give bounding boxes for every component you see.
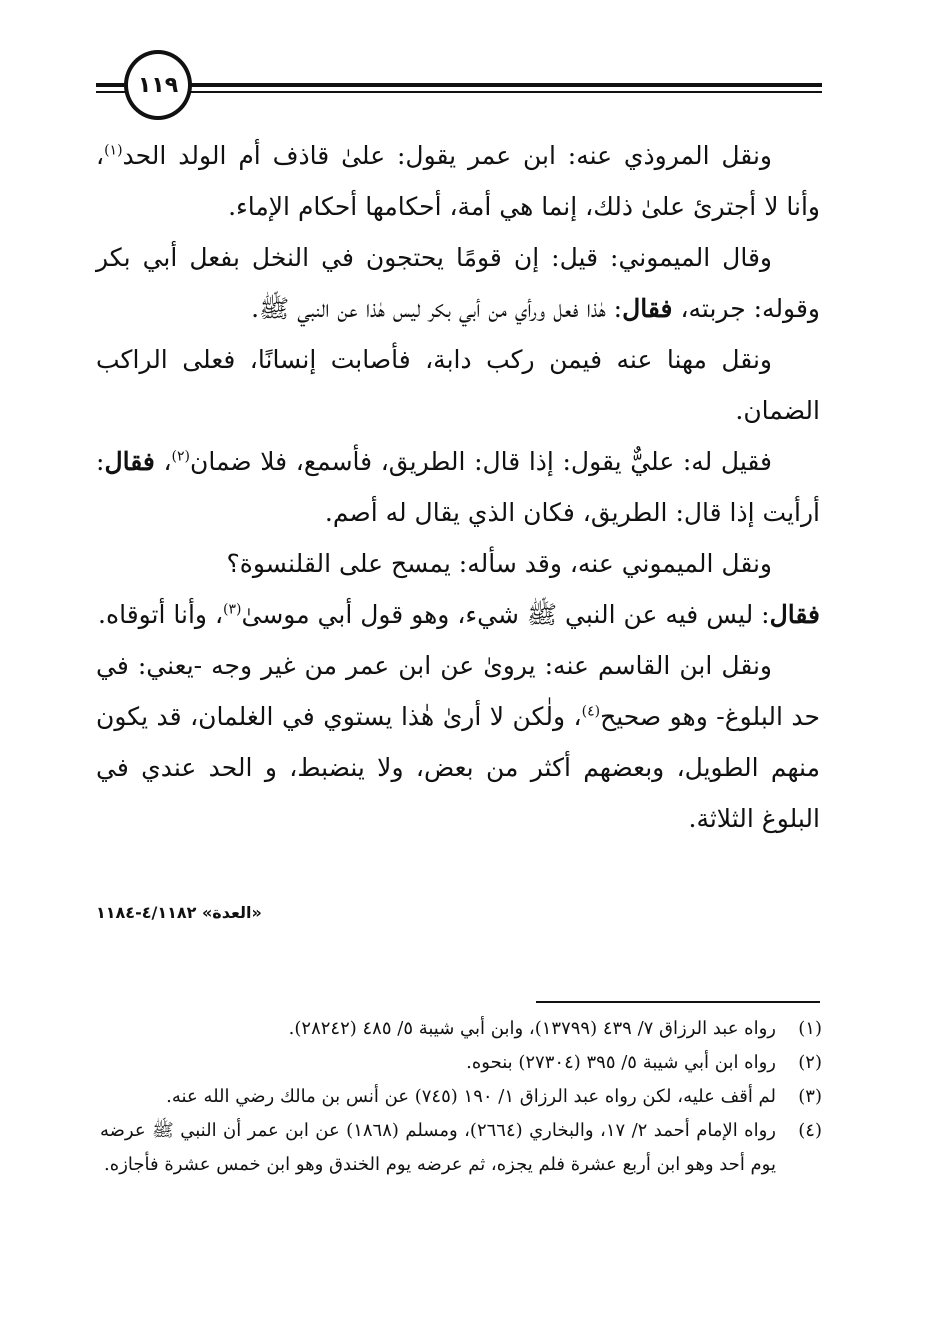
footnote-text: رواه الإمام أحمد ٢/ ١٧، والبخاري (٢٦٦٤)، ومسلم (١٨٦٨) عن ابن عمر أن النبي ﷺ عرضه يوم أحد وهو ابن أربع عشرة فلم يجزه، ثم عرضه يوم الخندق وهو ابن خمس عشرة فأجازه. bbox=[100, 1120, 776, 1175]
footnote-number: (٢) bbox=[798, 1052, 822, 1073]
footnote-text: رواه ابن أبي شيبة ٥/ ٣٩٥ (٢٧٣٠٤) بنحوه. bbox=[466, 1052, 776, 1073]
footnote-ref-1[interactable]: (١) bbox=[104, 142, 123, 159]
footnote-2 bbox=[100, 1046, 822, 1080]
page-header bbox=[96, 50, 822, 128]
footnote-3 bbox=[100, 1080, 822, 1114]
paragraph-2: وقال الميموني: قيل: إن قومًا يحتجون في النخل بفعل أبي بكر وقوله: جربته، فقال: هٰذا فعل ورأي من أبي بكر ليس هٰذا عن النبي ﷺ. bbox=[96, 243, 820, 323]
footnotes bbox=[100, 1012, 822, 1182]
footnote-number: (٣) bbox=[798, 1086, 822, 1107]
paragraph-1: ونقل المروذي عنه: ابن عمر يقول: علىٰ قاذف أم الولد الحد$^{(١)}$، وأنا لا أجترئ علىٰ ذلك، إنما هي أمة، أحكامها أحكام الإماء. bbox=[96, 141, 820, 221]
paragraph-7: ونقل ابن القاسم عنه: يروىٰ عن ابن عمر من غير وجه -يعني: في حد البلوغ- وهو صحيح$^{(٤)}$، ولٰكن لا أرىٰ هٰذا يستوي في الغلمان، قد يكون منهم الطويل، وبعضهم أكثر من بعض، ولا ينضبط، و الحد عندي في البلوغ الثلاثة. bbox=[96, 651, 820, 833]
footnote-1 bbox=[100, 1012, 822, 1046]
source-citation: «العدة» ٤/١١٨٢-١١٨٤ bbox=[96, 903, 262, 922]
footnote-separator bbox=[536, 1001, 820, 1003]
paragraph-3: ونقل مهنا عنه فيمن ركب دابة، فأصابت إنسانًا، فعلى الراكب الضمان. bbox=[96, 345, 820, 425]
footnote-text: لم أقف عليه، لكن رواه عبد الرزاق ١/ ١٩٠ (٧٤٥) عن أنس بن مالك رضي الله عنه. bbox=[166, 1086, 776, 1107]
footnote-ref-4[interactable]: (٤) bbox=[581, 703, 601, 720]
footnote-ref-2[interactable]: (٢) bbox=[171, 448, 190, 465]
footnote-text: رواه عبد الرزاق ٧/ ٤٣٩ (١٣٧٩٩)، وابن أبي شيبة ٥/ ٤٨٥ (٢٨٢٤٢). bbox=[288, 1018, 776, 1039]
keyword-faqal: فقال bbox=[622, 294, 673, 323]
paragraph-6: فقال: ليس فيه عن النبي ﷺ شيء، وهو قول أبي موسىٰ$^{(٣)}$، وأنا أتوقاه. bbox=[98, 600, 820, 629]
page-number: ١١٩ bbox=[124, 50, 192, 120]
footnote-number: (١) bbox=[798, 1018, 822, 1039]
keyword-faqal: فقال bbox=[104, 447, 155, 476]
paragraph-4: فقيل له: عليٌّ يقول: إذا قال: الطريق، فأسمع، فلا ضمان$^{(٢)}$، فقال: أرأيت إذا قال: الطريق، فكان الذي يقال له أصم. bbox=[96, 447, 820, 527]
header-rule-right bbox=[186, 83, 822, 87]
footnote-number: (٤) bbox=[798, 1120, 822, 1141]
paragraph-5: ونقل الميموني عنه، وقد سأله: يمسح على القلنسوة؟ bbox=[226, 549, 772, 578]
header-rule-right-thin bbox=[186, 91, 822, 93]
footnote-ref-3[interactable]: (٣) bbox=[223, 601, 242, 618]
main-text bbox=[96, 130, 820, 844]
footnote-4 bbox=[100, 1114, 822, 1182]
keyword-faqal: فقال bbox=[769, 600, 820, 629]
